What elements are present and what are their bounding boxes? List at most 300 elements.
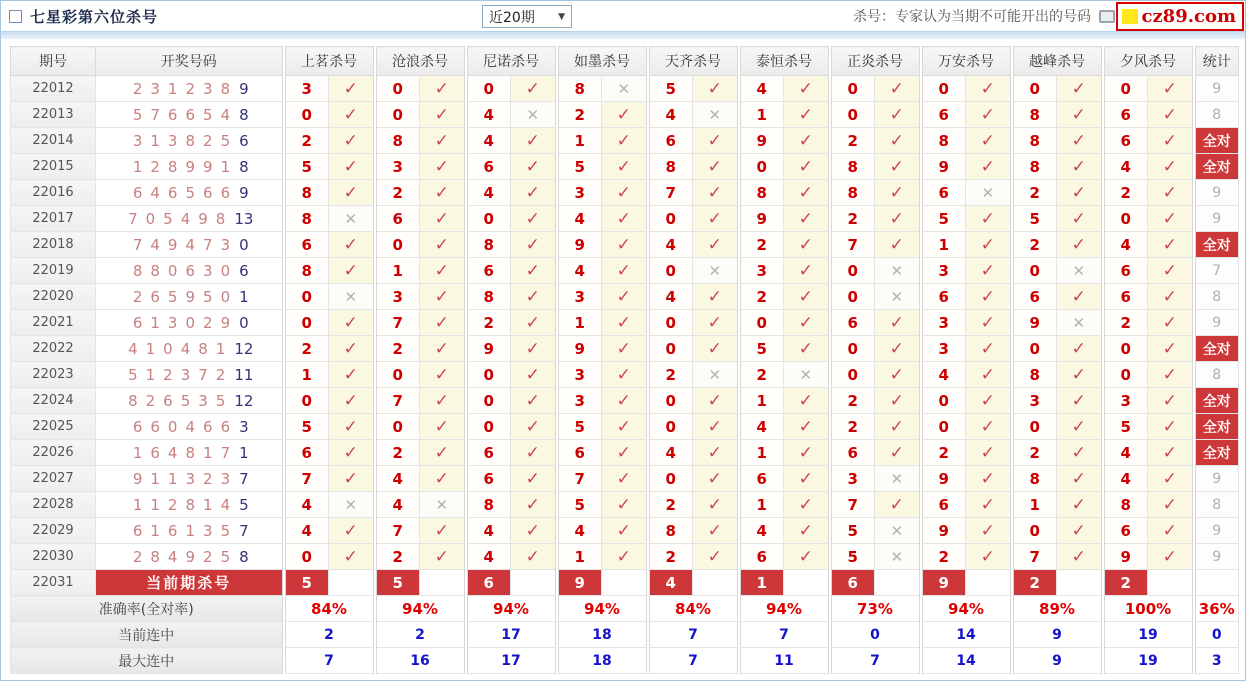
check-icon: ✓ [784, 128, 830, 154]
kill-number-cell: 0 [466, 76, 511, 102]
kill-number-cell: 0 [375, 102, 420, 128]
col-header-expert: 上茗杀号 [284, 47, 375, 76]
draw-digit: 0 [220, 261, 231, 280]
draw-digit: 9 [220, 313, 231, 332]
draw-numbers [96, 414, 284, 440]
current-kill-number: 5 [284, 570, 329, 596]
check-icon: ✓ [1148, 232, 1194, 258]
check-icon: ✓ [420, 284, 466, 310]
draw-numbers [96, 128, 284, 154]
check-icon: ✓ [511, 440, 557, 466]
check-icon: ✓ [511, 544, 557, 570]
kill-number-cell: 6 [557, 440, 602, 466]
draw-digit: 5 [185, 183, 196, 202]
kill-number-cell: 2 [830, 388, 875, 414]
check-icon: ✓ [875, 414, 921, 440]
table-row [11, 336, 1239, 362]
check-icon: ✓ [602, 362, 648, 388]
check-icon: ✓ [966, 76, 1012, 102]
kill-number-cell: 6 [830, 310, 875, 336]
check-icon: ✓ [966, 336, 1012, 362]
draw-last-digit: 12 [234, 339, 254, 358]
check-icon: ✓ [966, 128, 1012, 154]
check-icon: ✓ [602, 206, 648, 232]
period-cell: 22012 [11, 76, 96, 102]
check-icon: ✓ [602, 466, 648, 492]
cross-icon: ✕ [875, 466, 921, 492]
kill-number-cell: 5 [557, 414, 602, 440]
check-icon: ✓ [329, 336, 375, 362]
draw-digit: 6 [150, 287, 160, 306]
draw-last-digit: 8 [239, 547, 249, 566]
kill-number-cell: 2 [739, 232, 784, 258]
check-icon: ✓ [1148, 544, 1194, 570]
kill-number-cell: 9 [466, 336, 511, 362]
kill-number-cell: 6 [921, 180, 966, 206]
draw-digit: 7 [198, 365, 208, 384]
draw-digit: 2 [163, 365, 173, 384]
check-icon: ✓ [1057, 154, 1103, 180]
draw-digit: 1 [167, 79, 178, 98]
draw-digit: 4 [220, 105, 231, 124]
draw-last-digit: 9 [239, 183, 249, 202]
kill-number-cell: 8 [375, 128, 420, 154]
check-icon: ✓ [420, 180, 466, 206]
summary-value: 14 [921, 648, 1012, 674]
kill-number-cell: 5 [739, 336, 784, 362]
kill-number-cell: 0 [375, 76, 420, 102]
current-kill-number: 2 [1103, 570, 1148, 596]
draw-digit: 9 [185, 547, 196, 566]
col-header-expert: 万安杀号 [921, 47, 1012, 76]
kill-number-cell: 2 [375, 180, 420, 206]
draw-digit: 8 [185, 495, 196, 514]
kill-number-cell: 5 [284, 414, 329, 440]
kill-number-cell: 8 [284, 180, 329, 206]
col-header-expert: 如墨杀号 [557, 47, 648, 76]
table-row [11, 180, 1239, 206]
check-icon: ✓ [602, 414, 648, 440]
check-icon: ✓ [511, 180, 557, 206]
draw-digit: 5 [163, 209, 173, 228]
kill-number-cell: 2 [921, 544, 966, 570]
current-kill-blank [329, 570, 375, 596]
check-icon: ✓ [511, 128, 557, 154]
check-icon: ✓ [329, 154, 375, 180]
draw-digit: 0 [185, 313, 196, 332]
check-icon: ✓ [511, 232, 557, 258]
table-row [11, 284, 1239, 310]
draw-digit: 9 [167, 235, 178, 254]
kill-number-cell: 1 [557, 128, 602, 154]
check-icon: ✓ [784, 466, 830, 492]
check-icon: ✓ [329, 128, 375, 154]
stat-cell: 9 [1194, 180, 1239, 206]
header-divider [1, 32, 1245, 39]
check-icon: ✓ [784, 310, 830, 336]
draw-numbers [96, 518, 284, 544]
draw-last-digit: 5 [239, 495, 249, 514]
kill-number-cell: 3 [921, 258, 966, 284]
summary-value: 2 [375, 622, 466, 648]
kill-number-cell: 3 [557, 180, 602, 206]
kill-number-cell: 8 [1012, 466, 1057, 492]
draw-digit: 6 [203, 183, 213, 202]
kill-number-cell: 7 [375, 518, 420, 544]
cross-icon: ✕ [511, 102, 557, 128]
period-cell: 22013 [11, 102, 96, 128]
current-kill-number: 2 [1012, 570, 1057, 596]
check-icon: ✓ [329, 310, 375, 336]
draw-digit: 1 [167, 469, 178, 488]
kill-number-cell: 8 [466, 232, 511, 258]
table-row [11, 518, 1239, 544]
check-icon: ✓ [602, 154, 648, 180]
stat-cell: 9 [1194, 76, 1239, 102]
draw-digit: 3 [220, 235, 231, 254]
check-icon: ✓ [966, 258, 1012, 284]
current-kill-number: 9 [921, 570, 966, 596]
check-icon: ✓ [420, 154, 466, 180]
check-icon: ✓ [511, 310, 557, 336]
all-correct-badge: 全对 [1194, 128, 1239, 154]
check-icon: ✓ [784, 388, 830, 414]
current-kill-blank [875, 570, 921, 596]
kill-number-cell: 7 [557, 466, 602, 492]
current-period-row [11, 570, 1239, 596]
draw-digit: 6 [163, 391, 173, 410]
check-icon: ✓ [693, 544, 739, 570]
kill-number-cell: 8 [921, 128, 966, 154]
summary-label: 当前连中 [11, 622, 284, 648]
kill-number-cell: 3 [921, 336, 966, 362]
draw-digit: 2 [132, 547, 143, 566]
check-icon: ✓ [602, 388, 648, 414]
summary-value: 18 [557, 622, 648, 648]
kill-number-cell: 6 [466, 466, 511, 492]
draw-digit: 4 [180, 209, 191, 228]
draw-last-digit: 13 [234, 209, 254, 228]
kill-number-cell: 6 [1012, 284, 1057, 310]
kill-number-cell: 4 [557, 518, 602, 544]
draw-digit: 4 [150, 183, 160, 202]
kill-number-cell: 6 [921, 102, 966, 128]
kill-number-cell: 8 [284, 206, 329, 232]
check-icon: ✓ [420, 440, 466, 466]
draw-digit: 5 [180, 391, 191, 410]
kill-number-cell: 9 [921, 518, 966, 544]
check-icon: ✓ [1057, 518, 1103, 544]
draw-numbers [96, 258, 284, 284]
kill-number-cell: 2 [375, 336, 420, 362]
kill-number-cell: 0 [648, 310, 693, 336]
draw-digit: 4 [167, 547, 178, 566]
kill-number-cell: 7 [375, 310, 420, 336]
draw-numbers [96, 102, 284, 128]
kill-number-cell: 8 [739, 180, 784, 206]
draw-digit: 2 [145, 391, 156, 410]
check-icon: ✓ [966, 154, 1012, 180]
check-icon: ✓ [1057, 102, 1103, 128]
page-title: 七星彩第六位杀号 [30, 7, 159, 26]
site-logo[interactable] [1116, 2, 1244, 31]
kill-number-cell: 0 [830, 76, 875, 102]
table-row [11, 466, 1239, 492]
kill-number-cell: 0 [284, 388, 329, 414]
draw-digit: 3 [220, 469, 231, 488]
kill-number-cell: 1 [1012, 492, 1057, 518]
draw-digit: 2 [167, 495, 178, 514]
check-icon: ✓ [1057, 362, 1103, 388]
kill-number-cell: 7 [830, 492, 875, 518]
draw-last-digit: 1 [239, 287, 249, 306]
kill-number-cell: 4 [557, 206, 602, 232]
draw-digit: 9 [203, 157, 213, 176]
draw-numbers [96, 284, 284, 310]
summary-value: 89% [1012, 596, 1103, 622]
draw-digit: 6 [220, 417, 231, 436]
check-icon: ✓ [875, 440, 921, 466]
check-icon: ✓ [875, 492, 921, 518]
summary-row [11, 596, 1239, 622]
kill-number-cell: 0 [830, 102, 875, 128]
draw-digit: 4 [128, 339, 138, 358]
draw-last-digit: 1 [239, 443, 249, 462]
kill-number-cell: 5 [557, 492, 602, 518]
kill-number-cell: 8 [466, 492, 511, 518]
period-cell: 22028 [11, 492, 96, 518]
kill-number-cell: 1 [739, 388, 784, 414]
summary-row [11, 648, 1239, 674]
draw-digit: 1 [132, 157, 143, 176]
kill-number-cell: 1 [739, 102, 784, 128]
check-icon: ✓ [875, 336, 921, 362]
draw-last-digit: 6 [239, 261, 249, 280]
draw-digit: 6 [132, 417, 143, 436]
kill-number-cell: 2 [375, 440, 420, 466]
check-icon: ✓ [1057, 336, 1103, 362]
current-kill-number: 4 [648, 570, 693, 596]
kill-number-cell: 0 [1103, 206, 1148, 232]
kill-number-cell: 2 [284, 336, 329, 362]
kill-number-cell: 1 [375, 258, 420, 284]
check-icon: ✓ [693, 76, 739, 102]
kill-number-cell: 1 [739, 492, 784, 518]
draw-numbers [96, 76, 284, 102]
summary-value: 94% [739, 596, 830, 622]
kill-number-cell: 4 [375, 466, 420, 492]
kill-number-cell: 0 [284, 544, 329, 570]
check-icon: ✓ [966, 310, 1012, 336]
cross-icon: ✕ [329, 284, 375, 310]
kill-number-cell: 4 [466, 102, 511, 128]
check-icon: ✓ [1148, 440, 1194, 466]
summary-total: 36% [1194, 596, 1239, 622]
kill-number-cell: 2 [557, 102, 602, 128]
period-range-value: 近20期 [489, 9, 535, 26]
check-icon: ✓ [784, 544, 830, 570]
draw-digit: 9 [198, 209, 208, 228]
kill-number-cell: 0 [375, 414, 420, 440]
draw-digit: 5 [132, 105, 143, 124]
draw-digit: 1 [150, 131, 160, 150]
period-cell: 22029 [11, 518, 96, 544]
check-icon: ✓ [1148, 388, 1194, 414]
check-icon: ✓ [693, 154, 739, 180]
check-icon: ✓ [1057, 492, 1103, 518]
check-icon: ✓ [329, 414, 375, 440]
check-icon: ✓ [1148, 518, 1194, 544]
kill-number-cell: 5 [1103, 414, 1148, 440]
summary-value: 94% [466, 596, 557, 622]
draw-digit: 2 [203, 547, 213, 566]
check-icon: ✓ [875, 206, 921, 232]
kill-number-cell: 6 [375, 206, 420, 232]
cross-icon: ✕ [329, 492, 375, 518]
kill-number-cell: 4 [1103, 466, 1148, 492]
draw-digit: 0 [220, 287, 231, 306]
summary-value: 0 [830, 622, 921, 648]
cross-icon: ✕ [784, 362, 830, 388]
kill-number-cell: 2 [830, 414, 875, 440]
kill-number-cell: 9 [739, 128, 784, 154]
check-icon: ✓ [693, 284, 739, 310]
draw-last-digit: 8 [239, 105, 249, 124]
kill-number-cell: 1 [739, 440, 784, 466]
check-icon: ✓ [693, 440, 739, 466]
check-icon: ✓ [875, 154, 921, 180]
kill-number-cell: 2 [1012, 440, 1057, 466]
kill-number-cell: 0 [648, 258, 693, 284]
draw-last-digit: 7 [239, 469, 249, 488]
kill-number-cell: 0 [1012, 336, 1057, 362]
stat-cell: 9 [1194, 518, 1239, 544]
summary-value: 17 [466, 648, 557, 674]
check-icon: ✓ [966, 102, 1012, 128]
draw-digit: 3 [185, 469, 196, 488]
draw-digit: 6 [220, 183, 231, 202]
current-stat-blank [1194, 570, 1239, 596]
check-icon: ✓ [602, 310, 648, 336]
kill-number-cell: 4 [739, 518, 784, 544]
kill-number-cell: 6 [284, 232, 329, 258]
cross-icon: ✕ [875, 518, 921, 544]
summary-value: 9 [1012, 622, 1103, 648]
draw-digit: 7 [128, 209, 138, 228]
kill-number-cell: 0 [284, 310, 329, 336]
all-correct-badge: 全对 [1194, 388, 1239, 414]
draw-digit: 5 [167, 287, 178, 306]
kill-number-cell: 4 [1103, 440, 1148, 466]
collapse-checkbox[interactable] [9, 10, 22, 23]
draw-digit: 9 [185, 157, 196, 176]
draw-digit: 8 [215, 209, 226, 228]
kill-number-cell: 0 [375, 362, 420, 388]
draw-digit: 2 [132, 79, 143, 98]
kill-number-cell: 8 [284, 258, 329, 284]
kill-number-cell: 9 [739, 206, 784, 232]
check-icon: ✓ [693, 414, 739, 440]
period-cell: 22017 [11, 206, 96, 232]
check-icon: ✓ [966, 362, 1012, 388]
check-icon: ✓ [420, 466, 466, 492]
draw-numbers [96, 310, 284, 336]
kill-number-cell: 0 [921, 76, 966, 102]
draw-digit: 1 [132, 443, 143, 462]
kill-number-cell: 3 [557, 388, 602, 414]
check-icon: ✓ [511, 492, 557, 518]
draw-digit: 4 [150, 235, 160, 254]
period-cell: 22021 [11, 310, 96, 336]
table-row [11, 154, 1239, 180]
check-icon: ✓ [602, 180, 648, 206]
draw-digit: 6 [132, 183, 143, 202]
draw-digit: 3 [132, 131, 143, 150]
kill-number-cell: 5 [830, 518, 875, 544]
table-row [11, 206, 1239, 232]
stat-cell: 9 [1194, 544, 1239, 570]
check-icon: ✓ [875, 180, 921, 206]
period-cell: 22026 [11, 440, 96, 466]
kill-number-cell: 0 [830, 336, 875, 362]
summary-value: 2 [284, 622, 375, 648]
kill-number-cell: 1 [921, 232, 966, 258]
kill-number-cell: 7 [1012, 544, 1057, 570]
cross-icon: ✕ [875, 284, 921, 310]
current-kill-blank [693, 570, 739, 596]
kill-number-cell: 0 [830, 284, 875, 310]
kill-number-cell: 6 [284, 440, 329, 466]
kill-number-cell: 4 [648, 232, 693, 258]
kill-number-cell: 4 [466, 180, 511, 206]
cross-icon: ✕ [1057, 258, 1103, 284]
kill-note-text: 杀号：专家认为当期不可能开出的号码 [853, 9, 1091, 25]
current-kill-blank [511, 570, 557, 596]
summary-total: 0 [1194, 622, 1239, 648]
col-header-expert: 越峰杀号 [1012, 47, 1103, 76]
table-row [11, 310, 1239, 336]
check-icon: ✓ [693, 180, 739, 206]
table-row [11, 76, 1239, 102]
draw-numbers [96, 154, 284, 180]
check-icon: ✓ [693, 336, 739, 362]
cross-icon: ✕ [420, 492, 466, 518]
draw-digit: 8 [132, 261, 143, 280]
draw-digit: 4 [167, 443, 178, 462]
kill-number-cell: 0 [1012, 76, 1057, 102]
check-icon: ✓ [1057, 544, 1103, 570]
col-header-expert: 天齐杀号 [648, 47, 739, 76]
check-icon: ✓ [511, 336, 557, 362]
kill-number-cell: 0 [648, 414, 693, 440]
table-row [11, 492, 1239, 518]
draw-digit: 7 [203, 235, 213, 254]
kill-number-cell: 5 [830, 544, 875, 570]
period-cell: 22018 [11, 232, 96, 258]
summary-value: 14 [921, 622, 1012, 648]
kill-number-cell: 6 [830, 440, 875, 466]
draw-digit: 6 [167, 521, 178, 540]
cross-icon: ✕ [602, 76, 648, 102]
kill-number-cell: 0 [921, 414, 966, 440]
kill-number-cell: 3 [739, 258, 784, 284]
kill-number-cell: 4 [466, 544, 511, 570]
summary-value: 84% [648, 596, 739, 622]
cross-icon: ✕ [693, 362, 739, 388]
draw-digit: 5 [220, 547, 231, 566]
period-range-select[interactable] [482, 5, 572, 28]
check-icon: ✓ [1057, 128, 1103, 154]
